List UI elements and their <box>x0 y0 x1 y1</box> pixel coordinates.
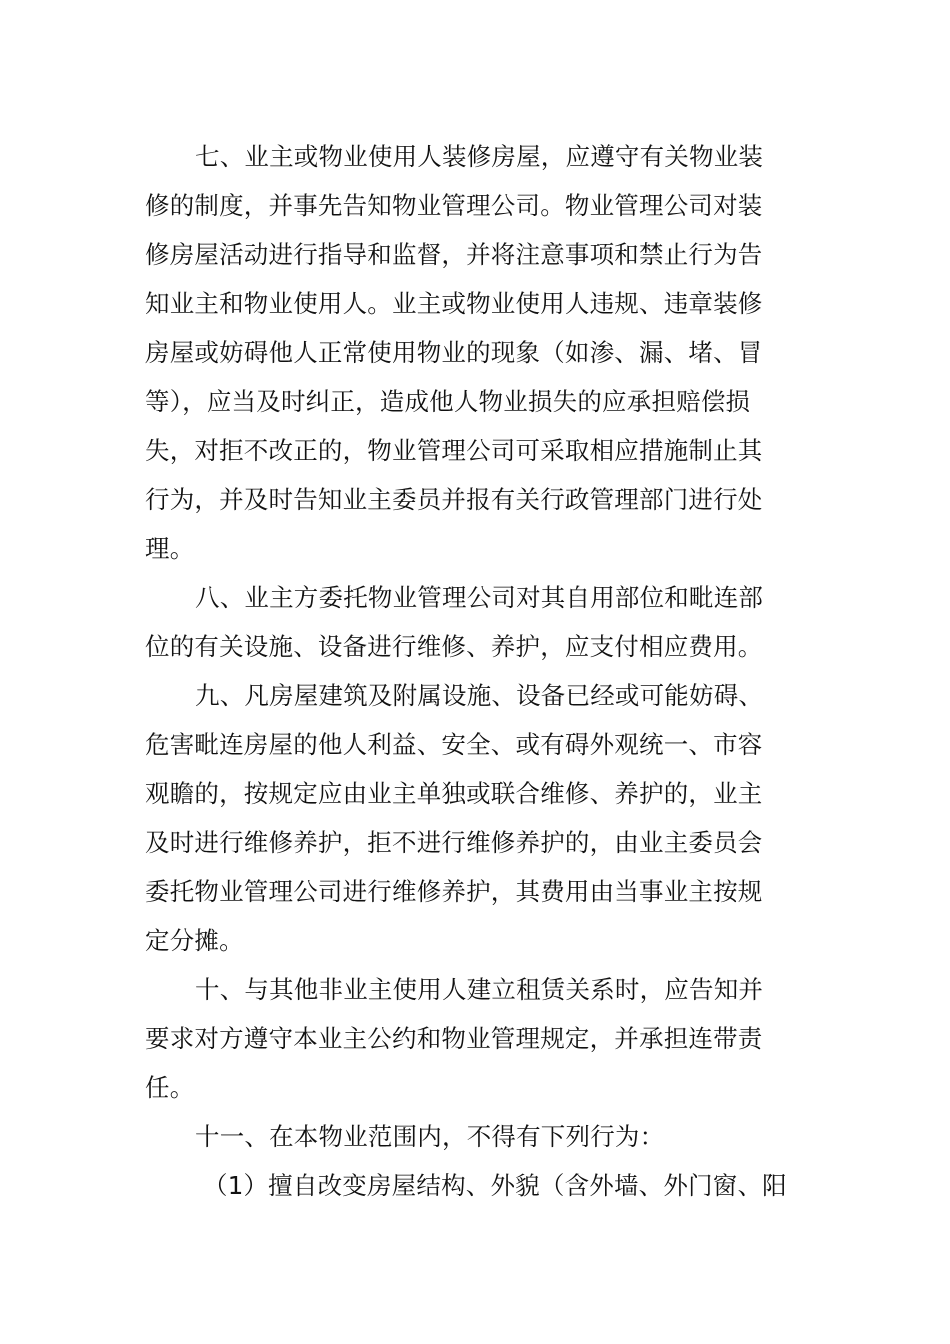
clause-11-heading: 十一、在本物业范围内，不得有下列行为： <box>195 1122 665 1151</box>
clause-10-line-3: 任。 <box>145 1073 195 1102</box>
clause-7-line-2: 修的制度，并事先告知物业管理公司。物业管理公司对装 <box>145 191 763 220</box>
clause-9-line-3: 观瞻的，按规定应由业主单独或联合维修、养护的，业主 <box>145 779 763 808</box>
clause-7-line-8: 行为，并及时告知业主委员并报有关行政管理部门进行处 <box>145 485 763 514</box>
clause-7-line-7: 失，对拒不改正的，物业管理公司可采取相应措施制止其 <box>145 436 763 465</box>
clause-9-line-5: 委托物业管理公司进行维修养护，其费用由当事业主按规 <box>145 877 763 906</box>
clause-7-line-1: 七、业主或物业使用人装修房屋，应遵守有关物业装 <box>195 142 764 171</box>
clause-10-line-1: 十、与其他非业主使用人建立租赁关系时，应告知并 <box>195 975 764 1004</box>
clause-9-line-4: 及时进行维修养护，拒不进行维修养护的，由业主委员会 <box>145 828 763 857</box>
clause-7-line-3: 修房屋活动进行指导和监督，并将注意事项和禁止行为告 <box>145 240 763 269</box>
clause-9-line-1: 九、凡房屋建筑及附属设施、设备已经或可能妨碍、 <box>195 681 764 710</box>
clause-7-line-6: 等），应当及时纠正，造成他人物业损失的应承担赔偿损 <box>145 387 751 416</box>
clause-7-line-5: 房屋或妨碍他人正常使用物业的现象（如渗、漏、堵、冒 <box>145 338 763 367</box>
clause-10-line-2: 要求对方遵守本业主公约和物业管理规定，并承担连带责 <box>145 1024 763 1053</box>
clause-8-line-1: 八、业主方委托物业管理公司对其自用部位和毗连部 <box>195 583 764 612</box>
clause-9-line-2: 危害毗连房屋的他人利益、安全、或有碍外观统一、市容 <box>145 730 763 759</box>
clause-7-line-4: 知业主和物业使用人。业主或物业使用人违规、违章装修 <box>145 289 763 318</box>
clause-8-line-2: 位的有关设施、设备进行维修、养护，应支付相应费用。 <box>145 632 763 661</box>
clause-7-line-9: 理。 <box>145 534 195 563</box>
clause-9-line-6: 定分摊。 <box>145 926 244 955</box>
clause-11-item-1: （1）擅自改变房屋结构、外貌（含外墙、外门窗、阳 <box>203 1171 787 1200</box>
document-body <box>145 132 805 1210</box>
